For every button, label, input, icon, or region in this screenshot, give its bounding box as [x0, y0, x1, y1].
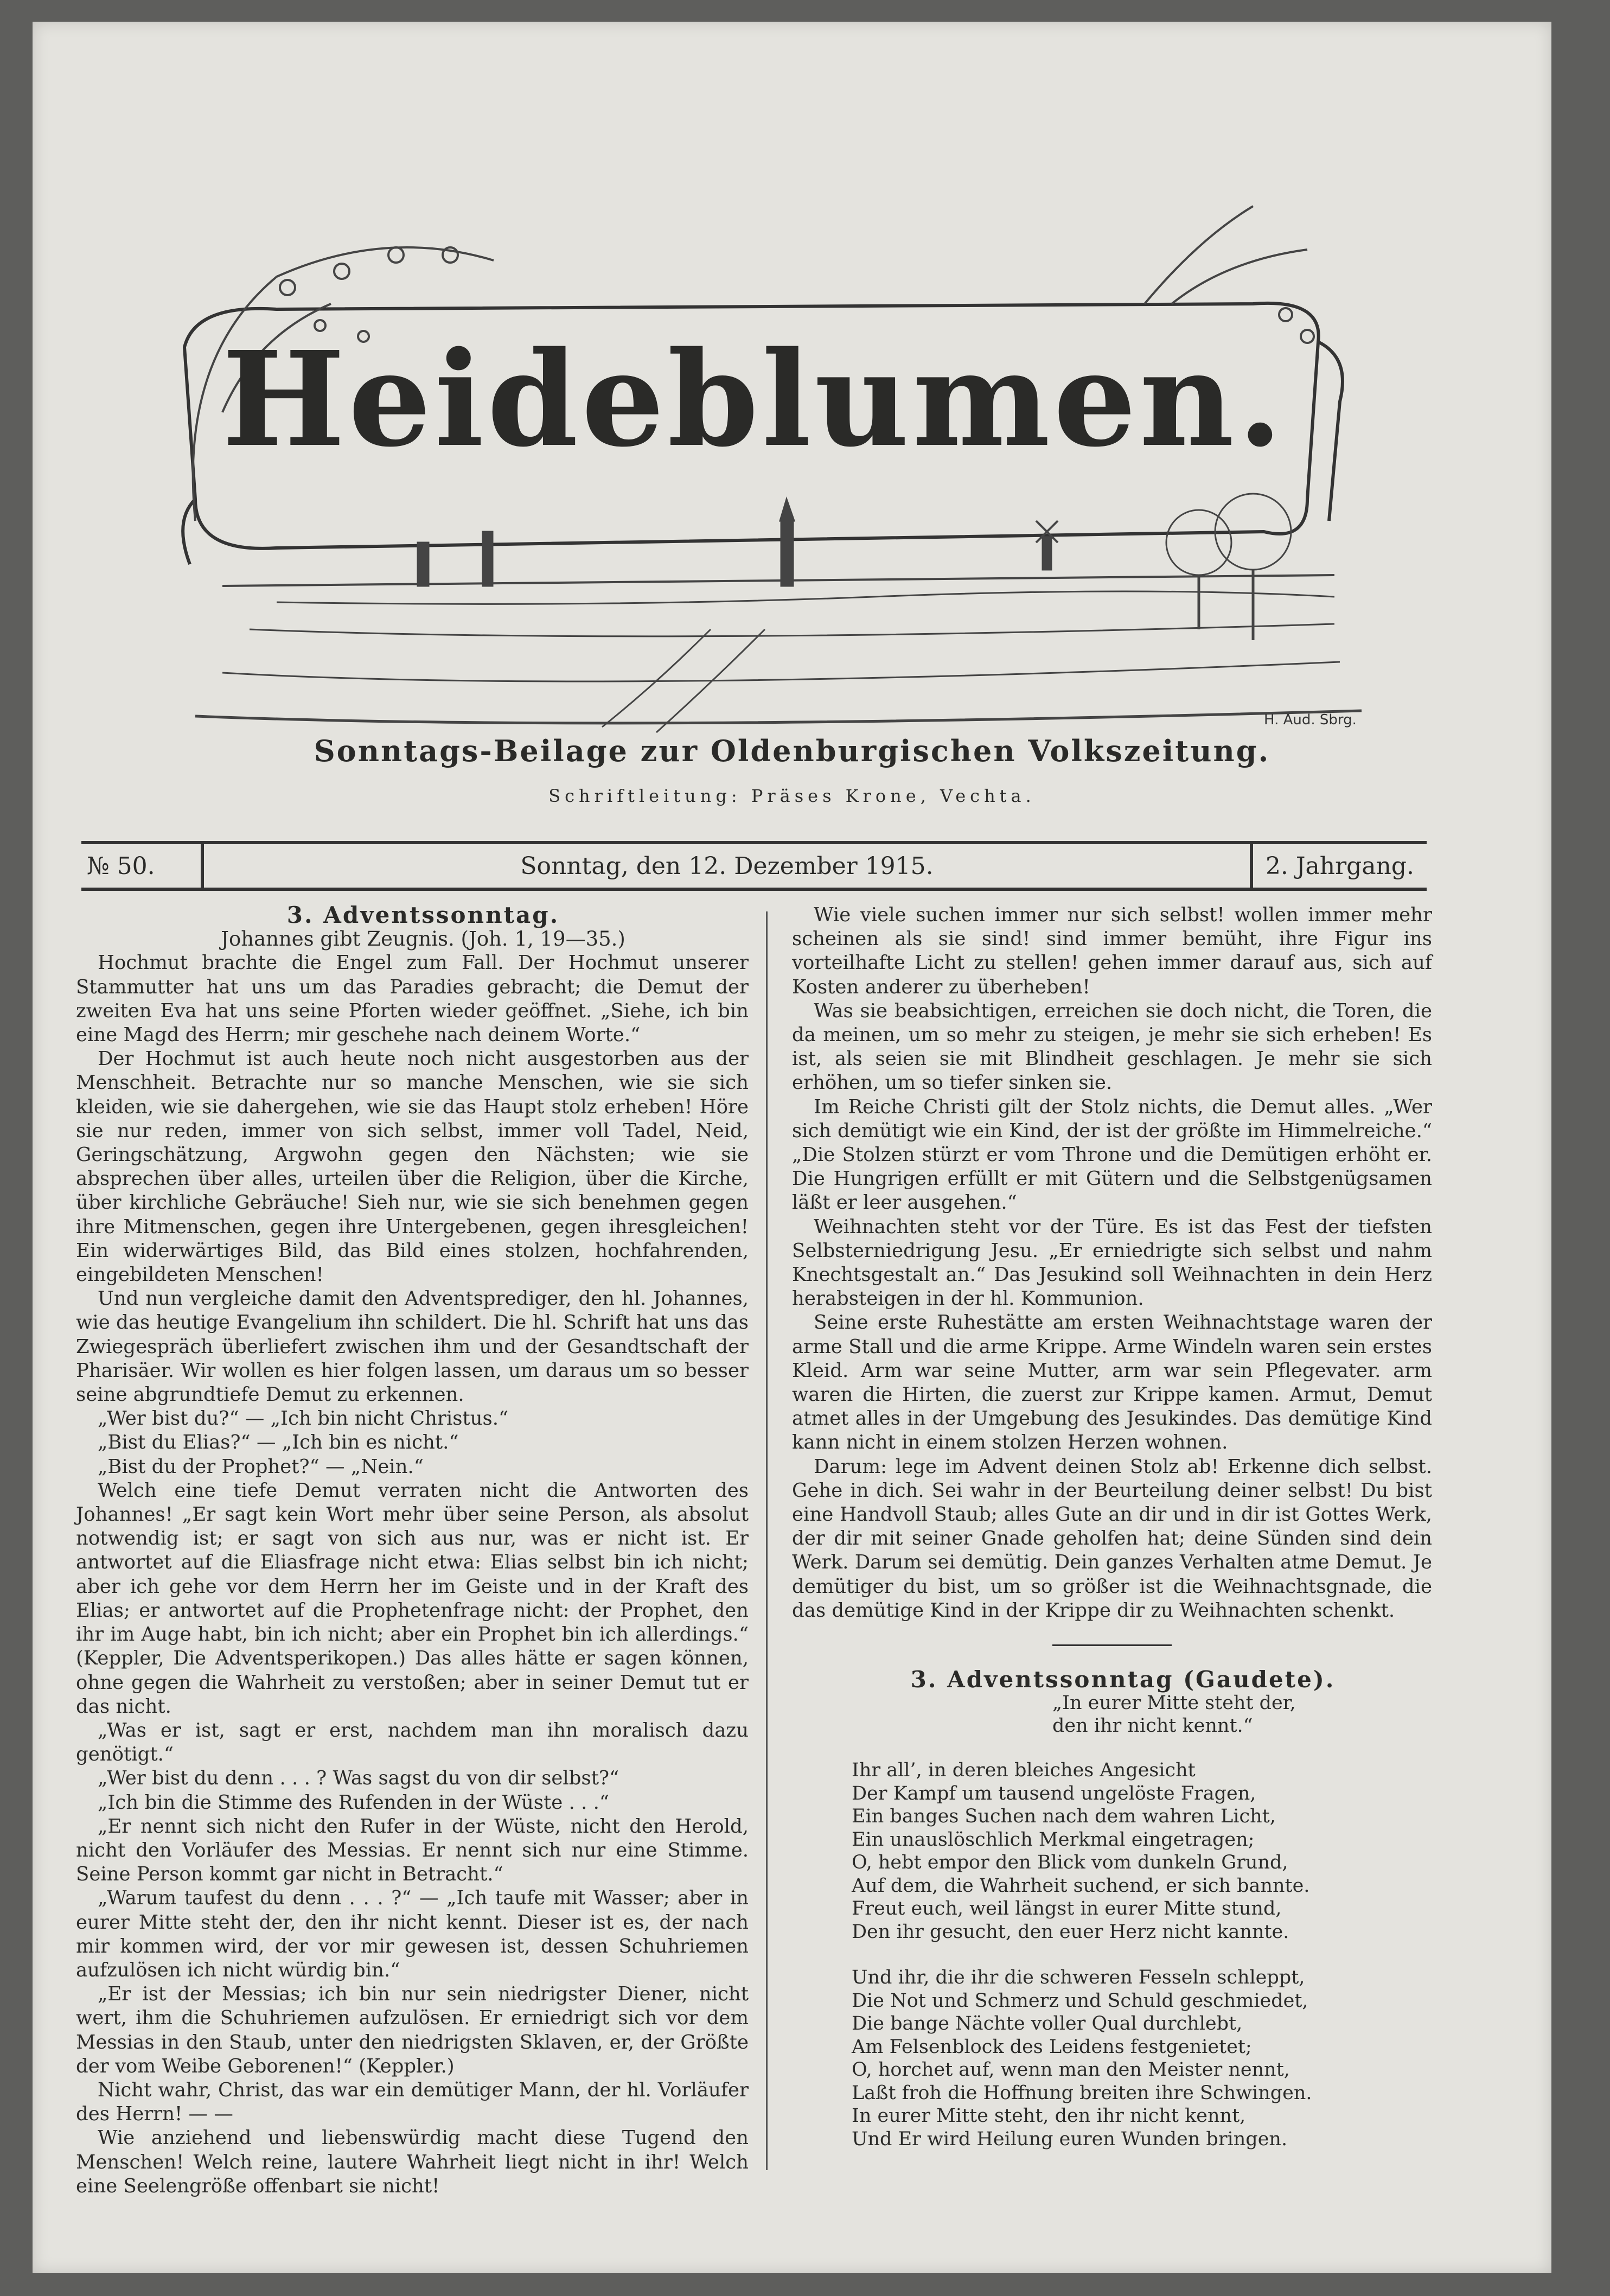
- paragraph: „Wer bist du denn . . . ? Was sagst du von dir selbst?“: [98, 1767, 619, 1790]
- artist-signature: H. Aud. Sbrg.: [1264, 712, 1357, 728]
- issue-info-bar: [81, 841, 1427, 891]
- left-column: [76, 903, 749, 2198]
- poem-line: Die Not und Schmerz und Schuld geschmiedet,: [852, 1989, 1308, 2012]
- article-subheading: Johannes gibt Zeugnis. (Joh. 1, 19—35.): [221, 927, 625, 951]
- right-column: [792, 903, 1432, 2151]
- poem-line: O, horchet auf, wenn man den Meister nennt,: [852, 2059, 1290, 2081]
- paragraph: „Wer bist du?“ — „Ich bin nicht Christus.“: [98, 1407, 509, 1430]
- poem-line: Und Er wird Heilung euren Wunden bringen.: [852, 2128, 1288, 2150]
- poem-line: Ihr all’, in deren bleiches Angesicht: [852, 1759, 1196, 1782]
- paragraph: Und nun vergleiche damit den Adventsprediger, den hl. Johannes, wie das heutige Evangelium ihn schildert. Die hl. Schrift hat uns das Zwiegespräch überliefert zwischen ihm und der Gesandtschaft der Pharisäer. Wir wollen es hier folgen lassen, um daraus um so besser seine abgrundtiefe Demut zu erkennen.: [76, 1287, 749, 1406]
- paragraph: Darum: lege im Advent deinen Stolz ab! Erkenne dich selbst. Gehe in dich. Sei wahr in der Beurteilung deiner selbst! Du bist eine Handvoll Staub; alles Gute an dir und in dir ist Gottes Werk, der dir mit seiner Gnade geholfen hat; deine Sünden sind dein Werk. Darum sei demütig. Dein ganzes Verhalten atme Demut. Je demütiger du bist, um so größer ist die Weihnachtsgnade, die das demütige Kind in der Krippe dir zu Weihnachten schenkt.: [792, 1455, 1432, 1622]
- landscape: [195, 494, 1362, 732]
- masthead-title: Heideblumen.: [222, 323, 1286, 476]
- subtitle: Sonntags-Beilage zur Oldenburgischen Volkszeitung.: [314, 734, 1270, 768]
- paragraph: Im Reiche Christi gilt der Stolz nichts, die Demut alles. „Wer sich demütigt wie ein Kind, der ist der größte im Himmelreiche.“ „Die Stolzen stürzt er vom Throne und die Demütigen erhöht er. Die Hungrigen erfüllt er mit Gütern und die Selbstgenügsamen läßt er leer ausgehen.“: [792, 1095, 1432, 1214]
- issue-number: № 50.: [81, 844, 204, 888]
- motto-line: „In eurer Mitte steht der,: [1052, 1692, 1296, 1714]
- paragraph: Wie anziehend und liebenswürdig macht diese Tugend den Menschen! Welch reine, lautere Wahrheit liegt nicht in ihr! Welch eine Seelengröße offenbart sie nicht!: [76, 2127, 749, 2197]
- article-heading: 3. Adventssonntag.: [286, 902, 560, 928]
- paragraph: „Er nennt sich nicht den Rufer in der Wüste, nicht den Herold, nicht den Vorläufer des Messias. Er nennt sich nur eine Stimme. Seine Person kommt gar nicht in Betracht.“: [76, 1815, 749, 1886]
- poem-line: Der Kampf um tausend ungelöste Fragen,: [852, 1782, 1256, 1804]
- issue-year: 2. Jahrgang.: [1250, 844, 1427, 888]
- poem-line: Laßt froh die Hoffnung breiten ihre Schwingen.: [852, 2082, 1312, 2104]
- poem-heading: 3. Adventssonntag (Gaudete).: [910, 1666, 1336, 1693]
- paragraph: Weihnachten steht vor der Türe. Es ist das Fest der tiefsten Selbsterniedrigung Jesu. „Er erniedrigte sich selbst und nahm Knechtsgestalt an.“ Das Jesukind soll Weihnachten in dein Herz herabsteigen in der hl. Kommunion.: [792, 1215, 1432, 1310]
- poem-line: Freut euch, weil längst in eurer Mitte stund,: [852, 1898, 1282, 1920]
- issue-date: Sonntag, den 12. Dezember 1915.: [520, 852, 934, 880]
- poem-line: Ein unauslöschlich Merkmal eingetragen;: [852, 1828, 1255, 1851]
- paragraph: „Warum taufest du denn . . . ?“ — „Ich taufe mit Wasser; aber in eurer Mitte steht der, den ihr nicht kennt. Dieser ist es, der nach mir kommen wird, der vor mir gewesen ist, dessen Schuhriemen aufzulösen ich nicht würdig bin.“: [76, 1887, 749, 1981]
- paragraph: Wie viele suchen immer nur sich selbst! wollen immer mehr scheinen als sie sind! sind immer bemüht, ihre Figur ins vorteilhafte Licht zu stellen! gehen immer darauf aus, sich auf Kosten anderer zu überheben!: [792, 904, 1432, 998]
- paragraph: „Was er ist, sagt er erst, nachdem man ihn moralisch dazu genötigt.“: [76, 1719, 749, 1766]
- paragraph: Hochmut brachte die Engel zum Fall. Der Hochmut unserer Stammutter hat uns um das Paradies gebracht; die Demut der zweiten Eva hat uns seine Pforten wieder geöffnet. „Siehe, ich bin eine Magd des Herrn; mir geschehe nach deinem Worte.“: [76, 952, 749, 1047]
- paragraph: Der Hochmut ist auch heute noch nicht ausgestorben aus der Menschheit. Betrachte nur so manche Menschen, wie sie sich kleiden, wie sie dahergehen, wie sie das Haupt stolz erheben! Höre sie nur reden, immer von sich selbst, immer voll Tadel, Neid, Geringschätzung, Argwohn gegen den Nächsten; wie sie absprechen über alles, urteilen über die Religion, über die Kirche, über kirchliche Gebräuche! Sieh nur, wie sie sich benehmen gegen ihre Mitmenschen, gegen ihre Untergebenen, gegen ihresgleichen! Ein widerwärtiges Bild, das Bild eines stolzen, hochfahrenden, eingebildeten Menschen!: [76, 1048, 749, 1286]
- poem-line: Am Felsenblock des Leidens festgenietet;: [852, 2036, 1252, 2058]
- section-separator: [1052, 1644, 1172, 1646]
- paragraph: „Bist du der Prophet?“ — „Nein.“: [98, 1455, 424, 1478]
- poem-line: Auf dem, die Wahrheit suchend, er sich bannte.: [852, 1874, 1310, 1897]
- poem-motto: [1052, 1692, 1432, 1737]
- paragraph: Was sie beabsichtigen, erreichen sie doch nicht, die Toren, die da meinen, um so mehr zu steigen, je mehr sie sich erheben! Es ist, als seien sie mit Blindheit geschlagen. Je mehr sie sich erhöhen, um so tiefer sinken sie.: [792, 999, 1432, 1094]
- paragraph: Welch eine tiefe Demut verraten nicht die Antworten des Johannes! „Er sagt kein Wort mehr über seine Person, als absolut notwendig ist; er sagt von sich aus nur, was er nicht ist. Er antwortet auf die Eliasfrage nicht etwa: Elias selbst bin ich nicht; aber ich gehe vor dem Herrn her im Geiste und in der Kraft des Elias; er antwortet auf die Prophetenfrage nicht: der Prophet, den ihr im Auge habt, bin ich nicht; aber ein Prophet bin ich allerdings.“ (Keppler, Die Adventsperikopen.) Das alles hätte er sagen können, ohne gegen die Wahrheit zu verstoßen; aber in seiner Demut tut er das nicht.: [76, 1479, 749, 1718]
- masthead-illustration: [114, 195, 1405, 738]
- poem-line: In eurer Mitte steht, den ihr nicht kennt,: [852, 2105, 1246, 2127]
- newspaper-page: [33, 22, 1551, 2273]
- stanza-gap: [852, 1943, 1432, 1966]
- poem-line: Den ihr gesucht, den euer Herz nicht kannte.: [852, 1921, 1289, 1943]
- paragraph: „Ich bin die Stimme des Rufenden in der Wüste . . .“: [98, 1791, 610, 1814]
- paragraph: „Er ist der Messias; ich bin nur sein niedrigster Diener, nicht wert, ihm die Schuhriemen aufzulösen. Er erniedrigt sich vor dem Messias in den Staub, unter den niedrigsten Sklaven, er, der Größte der vom Weibe Geborenen!“ (Keppler.): [76, 1983, 749, 2077]
- paragraph: Seine erste Ruhestätte am ersten Weihnachtstage waren der arme Stall und die arme Krippe. Arme Windeln waren sein erstes Kleid. Arm war seine Mutter, arm war sein Pflegevater. arm waren die Hirten, die zuerst zur Krippe kamen. Armut, Demut atmet alles in der Umgebung des Jesukindes. Das demütige Kind kann nicht in einem stolzen Herzen wohnen.: [792, 1311, 1432, 1454]
- column-divider: [766, 911, 768, 2170]
- poem-line: Und ihr, die ihr die schweren Fesseln schleppt,: [852, 1967, 1305, 1989]
- motto-line: den ihr nicht kennt.“: [1052, 1715, 1253, 1737]
- paragraph: „Bist du Elias?“ — „Ich bin es nicht.“: [98, 1431, 459, 1454]
- poem-line: Die bange Nächte voller Qual durchlebt,: [852, 2013, 1243, 2035]
- poem: [852, 1759, 1432, 2151]
- poem-line: O, hebt empor den Blick vom dunkeln Grund,: [852, 1852, 1288, 1874]
- paragraph: Nicht wahr, Christ, das war ein demütiger Mann, der hl. Vorläufer des Herrn! — —: [76, 2078, 749, 2126]
- editor-line: Schriftleitung: Präses Krone, Vechta.: [548, 786, 1036, 806]
- poem-line: Ein banges Suchen nach dem wahren Licht,: [852, 1806, 1276, 1828]
